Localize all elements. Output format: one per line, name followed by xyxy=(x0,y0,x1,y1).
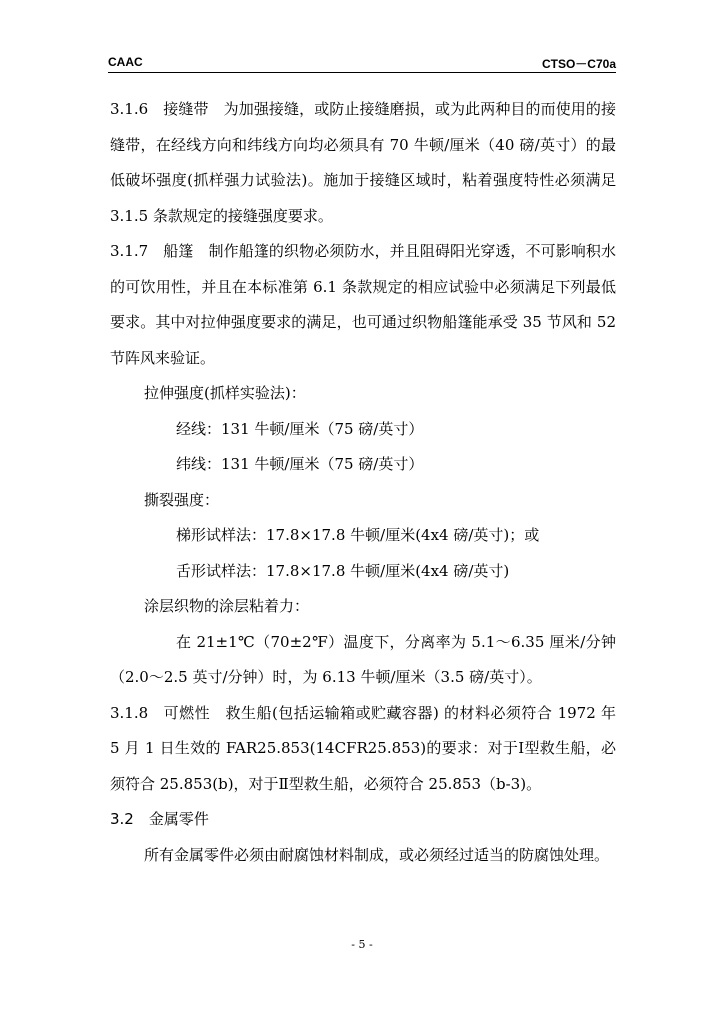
section-number: 3.1.6 xyxy=(110,100,149,118)
coating-text: 在 21±1℃（70±2℉）温度下，分离率为 5.1～6.35 厘米/分钟（2.0～2.5 英寸/分钟）时，为 6.13 牛顿/厘米（3.5 磅/英寸）。 xyxy=(110,632,616,686)
tensile-label: 拉伸强度(抓样实验法)： xyxy=(144,384,306,402)
section-text: 为加强接缝，或防止接缝磨损，或为此两种目的而使用的接缝带，在经线方向和纬线方向均必须具有 70 牛顿/厘米（40 磅/英寸）的最低破坏强度(抓样强力试验法)。施加于接缝区域时，粘着强度特性必须满足 3.1.5 条款规定的接缝强度要求。 xyxy=(110,100,616,225)
section-3-2-heading xyxy=(110,802,616,838)
section-number: 3.1.8 xyxy=(110,703,149,722)
section-number: 3.1.7 xyxy=(110,242,149,260)
tongue-value: 舌形试样法：17.8×17.8 牛顿/厘米(4x4 磅/英寸) xyxy=(176,561,510,580)
section-text: 救生船(包括运输箱或贮藏容器) 的材料必须符合 1972 年 5 月 1 日生效的 FAR25.853(14CFR25.853)的要求：对于Ⅰ型救生船，必须符合 25.853(b)，对于Ⅱ型救生船，必须符合 25.853（b-3)。 xyxy=(110,703,616,793)
section-3-2-text: 所有金属零件必须由耐腐蚀材料制成，或必须经过适当的防腐蚀处理。 xyxy=(144,845,610,864)
section-text: 制作船篷的织物必须防水，并且阻碍阳光穿透，不可影响积水的可饮用性，并且在本标准第 6.1 条款规定的相应试验中必须满足下列最低要求。其中对拉伸强度要求的满足，也可通过织物船篷能承受 35 节风和 52 节阵风来验证。 xyxy=(110,242,616,367)
section-3-1-6 xyxy=(110,92,616,234)
header-rule xyxy=(108,72,616,73)
header-org: CAAC xyxy=(108,55,143,69)
page-header xyxy=(108,52,616,72)
section-title: 可燃性 xyxy=(163,703,211,722)
section-number: 3.2 xyxy=(110,810,134,828)
section-title: 船篷 xyxy=(163,242,194,260)
section-title: 金属零件 xyxy=(148,810,209,828)
document-body xyxy=(110,92,616,873)
warp-value: 经线：131 牛顿/厘米（75 磅/英寸） xyxy=(176,419,424,438)
header-doc-id: CTSO－C70a xyxy=(541,57,616,71)
coating-label: 涂层织物的涂层粘着力： xyxy=(144,597,310,615)
tear-label: 撕裂强度： xyxy=(144,490,220,509)
trapezoid-value: 梯形试样法：17.8×17.8 牛顿/厘米(4x4 磅/英寸)；或 xyxy=(176,526,540,544)
page-number: - 5 - xyxy=(351,938,373,951)
section-3-1-8 xyxy=(110,696,616,803)
section-title: 接缝带 xyxy=(163,100,209,118)
weft-value: 纬线：131 牛顿/厘米（75 磅/英寸） xyxy=(176,455,424,473)
section-3-1-7 xyxy=(110,234,616,376)
